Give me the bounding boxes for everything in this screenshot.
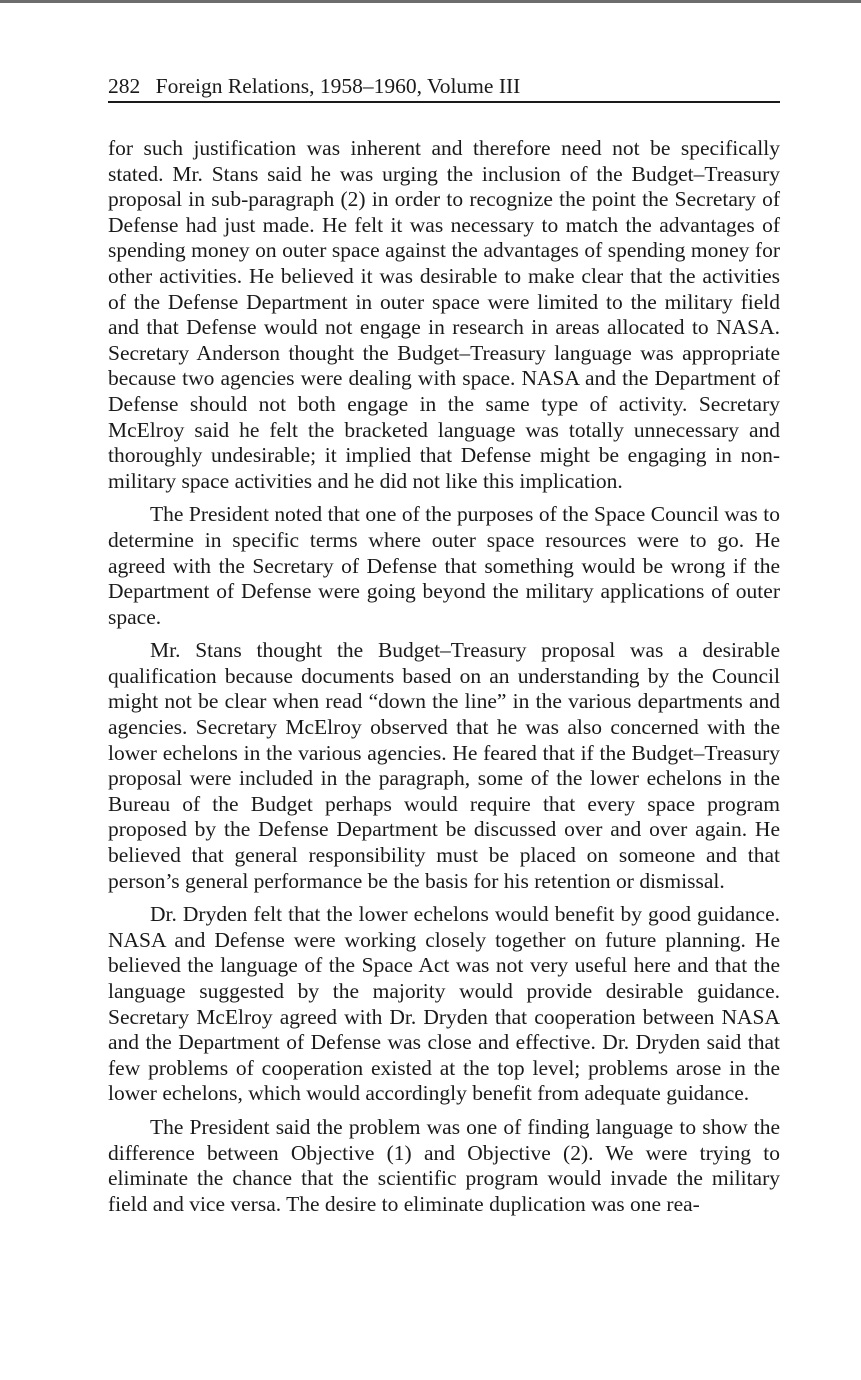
- scan-top-edge: [0, 0, 861, 3]
- running-head: [108, 68, 780, 104]
- running-title: Foreign Relations, 1958–1960, Volume III: [155, 74, 521, 98]
- paragraph: The President noted that one of the purposes of the Space Council was to determine in specific terms where outer space resources were to go. He agreed with the Secretary of Defense that something would be wrong if the Department of Defense were going beyond the military applications of outer space.: [108, 502, 780, 629]
- paragraph: Dr. Dryden felt that the lower echelons would benefit by good guidance. NASA and Defense were working closely together on future planning. He believed the language of the Space Act was not very useful here and that the language suggested by the majority would provide desirable guidance. Secretary McElroy agreed with Dr. Dryden that cooperation between NASA and the Department of Defense was close and effective. Dr. Dryden said that few problems of cooperation existed at the top level; problems arose in the lower echelons, which would accordingly benefit from adequate guidance.: [108, 902, 780, 1106]
- paragraph: Mr. Stans thought the Budget–Treasury proposal was a desirable qualification because documents based on an understanding by the Council might not be clear when read “down the line” in the various departments and agencies. Secretary McElroy observed that he was also concerned with the lower echelons in the various agencies. He feared that if the Budget–Treasury proposal were included in the paragraph, some of the lower echelons in the Bureau of the Budget perhaps would require that every space program proposed by the Defense Department be discussed over and over again. He believed that general responsibility must be placed on someone and that person’s general performance be the basis for his retention or dismissal.: [108, 638, 780, 893]
- paragraph: The President said the problem was one of finding language to show the difference between Objective (1) and Objective (2). We were trying to eliminate the chance that the scientific program would invade the military field and vice versa. The desire to eliminate duplication was one rea-: [108, 1114, 780, 1216]
- page-number: 282: [108, 74, 141, 98]
- paragraph-continued: for such justification was inherent and therefore need not be specifically stated. Mr. Stans said he was urging the inclusion of the Budget–Treasury proposal in sub-paragraph (2) in order to recognize the point the Secretary of Defense had just made. He felt it was necessary to match the advantages of spending money on outer space against the advantages of spending money for other activities. He believed it was desirable to make clear that the activities of the Defense Department in outer space were limited to the military field and that Defense would not engage in research in areas allocated to NASA. Secretary Anderson thought the Budget–Treasury language was appropriate because two agencies were dealing with space. NASA and the Department of Defense should not both engage in the same type of activity. Secretary McElroy said he felt the bracketed language was totally unnecessary and thoroughly undesirable; it implied that Defense might be engaging in non-military space activities and he did not like this implication.: [108, 136, 780, 493]
- body-text: [108, 136, 780, 1225]
- header-rule: [108, 101, 780, 103]
